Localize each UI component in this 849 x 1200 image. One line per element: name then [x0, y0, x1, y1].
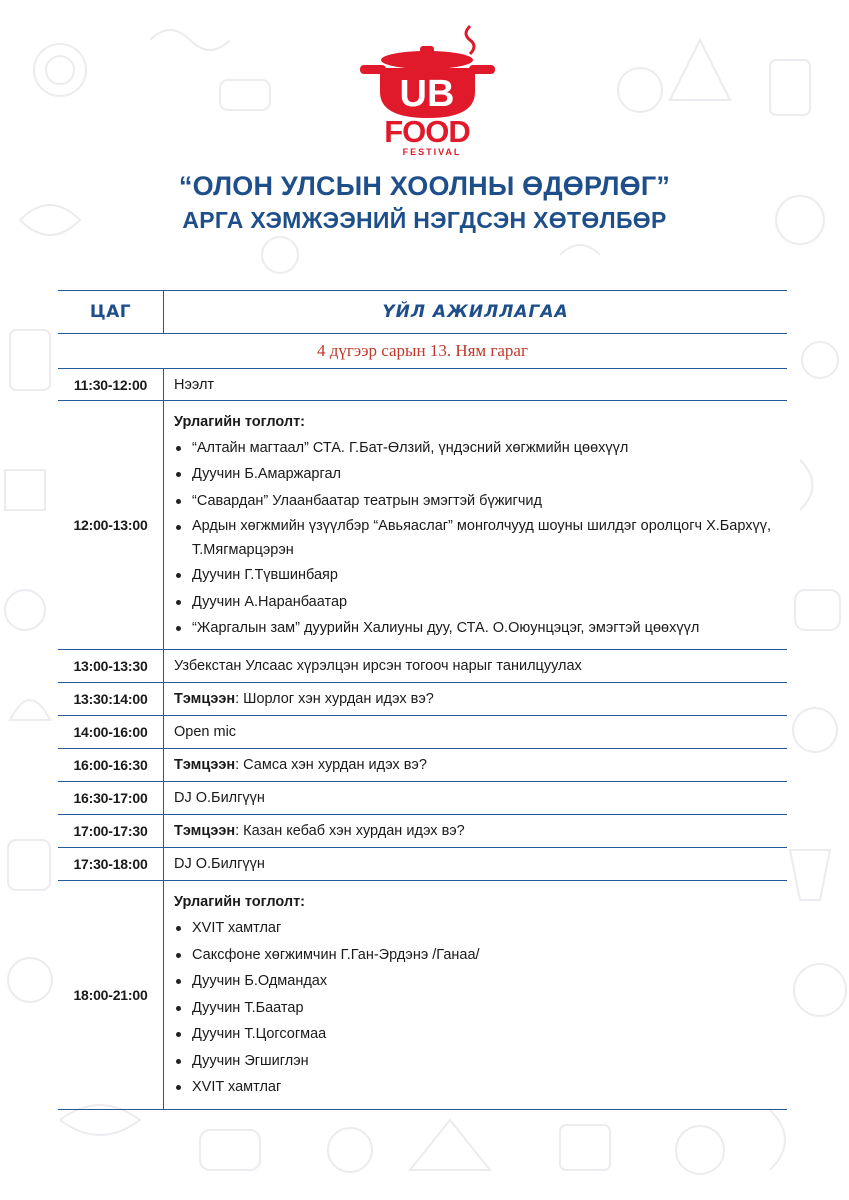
table-row	[58, 815, 787, 848]
header-activity: ҮЙЛ АЖИЛЛАГАА	[382, 302, 569, 322]
activity-text: Open mic	[174, 724, 237, 740]
section-heading: Урлагийн тоглолт:	[174, 894, 305, 911]
performer-list	[174, 915, 787, 1101]
list-item: Дуучин А.Наранбаатар	[174, 589, 787, 616]
competition-label: Тэмцээн	[174, 691, 236, 707]
table-row	[58, 749, 787, 782]
competition-label: Тэмцээн	[174, 823, 236, 839]
row-time: 12:00-13:00	[58, 401, 164, 649]
row-activity	[164, 650, 787, 682]
row-activity	[164, 749, 787, 781]
list-item: Дуучин Г.Түвшинбаяр	[174, 562, 787, 589]
date-row: 4 дүгээр сарын 13. Ням гараг	[58, 334, 787, 369]
row-time: 17:30-18:00	[58, 848, 164, 880]
logo-festival-text: FESTIVAL	[402, 147, 462, 157]
list-item: XVIT хамтлаг	[174, 915, 787, 942]
table-row	[58, 848, 787, 881]
activity-text: DJ О.Билгүүн	[174, 856, 265, 872]
list-item: “Савардан” Улаанбаатар театрын эмэгтэй бүжигчид	[174, 488, 787, 515]
activity-text: : Шорлог хэн хурдан идэх вэ?	[235, 691, 434, 707]
row-time: 14:00-16:00	[58, 716, 164, 748]
page-subtitle: АРГА ХЭМЖЭЭНИЙ НЭГДСЭН ХӨТӨЛБӨР	[182, 207, 667, 233]
section-heading: Урлагийн тоглолт:	[174, 413, 305, 430]
row-activity	[164, 369, 787, 400]
list-item: Дуучин Эгшиглэн	[174, 1048, 787, 1075]
list-item: Дуучин Б.Амаржаргал	[174, 461, 787, 488]
list-item: Саксфоне хөгжимчин Г.Ган-Эрдэнэ /Ганаа/	[174, 942, 787, 969]
activity-text: Узбекстан Улсаас хүрэлцэн ирсэн тогооч нарыг танилцуулах	[174, 658, 582, 674]
row-time: 17:00-17:30	[58, 815, 164, 847]
row-activity	[164, 815, 787, 847]
list-item: Дуучин Б.Одмандах	[174, 968, 787, 995]
table-row	[58, 683, 787, 716]
list-item: “Алтайн магтаал” СТА. Г.Бат-Өлзий, үндэсний хөгжмийн цөөхүүл	[174, 435, 787, 462]
activity-text: DJ О.Билгүүн	[174, 790, 265, 806]
table-row	[58, 716, 787, 749]
list-item: Ардын хөгжмийн үзүүлбэр “Авьяаслаг” монголчууд шоуны шилдэг оролцогч Х.Бархүү, Т.Мягмарцэрэн	[174, 514, 787, 562]
list-item: Дуучин Т.Баатар	[174, 995, 787, 1022]
table-row	[58, 401, 787, 650]
row-activity	[164, 683, 787, 715]
row-time: 11:30-12:00	[58, 369, 164, 400]
ub-food-festival-logo	[360, 22, 495, 162]
row-time: 13:30:14:00	[58, 683, 164, 715]
table-row	[58, 782, 787, 815]
row-time: 16:00-16:30	[58, 749, 164, 781]
row-time: 18:00-21:00	[58, 881, 164, 1109]
logo-ub-text: UB	[399, 73, 455, 115]
activity-text: : Самса хэн хурдан идэх вэ?	[235, 757, 427, 773]
performer-list	[174, 435, 787, 642]
page-title: “ОЛОН УЛСЫН ХООЛНЫ ӨДӨРЛӨГ”	[178, 171, 671, 201]
schedule-table	[58, 290, 787, 1110]
logo-food-text: FOOD	[384, 114, 470, 149]
header-time: ЦАГ	[58, 291, 164, 333]
row-time: 16:30-17:00	[58, 782, 164, 814]
row-activity	[164, 716, 787, 748]
activity-text: Нээлт	[174, 376, 215, 393]
table-row	[58, 650, 787, 683]
competition-label: Тэмцээн	[174, 757, 236, 773]
table-row	[58, 369, 787, 401]
row-activity	[164, 848, 787, 880]
table-header	[58, 290, 787, 334]
list-item: Дуучин Т.Цогсогмаа	[174, 1021, 787, 1048]
activity-text: : Казан кебаб хэн хурдан идэх вэ?	[235, 823, 465, 839]
list-item: “Жаргалын зам” дуурийн Халиуны дуу, СТА. О.Оюунцэцэг, эмэгтэй цөөхүүл	[174, 615, 787, 642]
list-item: XVIT хамтлаг	[174, 1074, 787, 1101]
row-activity	[164, 401, 787, 649]
row-time: 13:00-13:30	[58, 650, 164, 682]
row-activity	[164, 782, 787, 814]
row-activity	[164, 881, 787, 1109]
table-row	[58, 881, 787, 1110]
